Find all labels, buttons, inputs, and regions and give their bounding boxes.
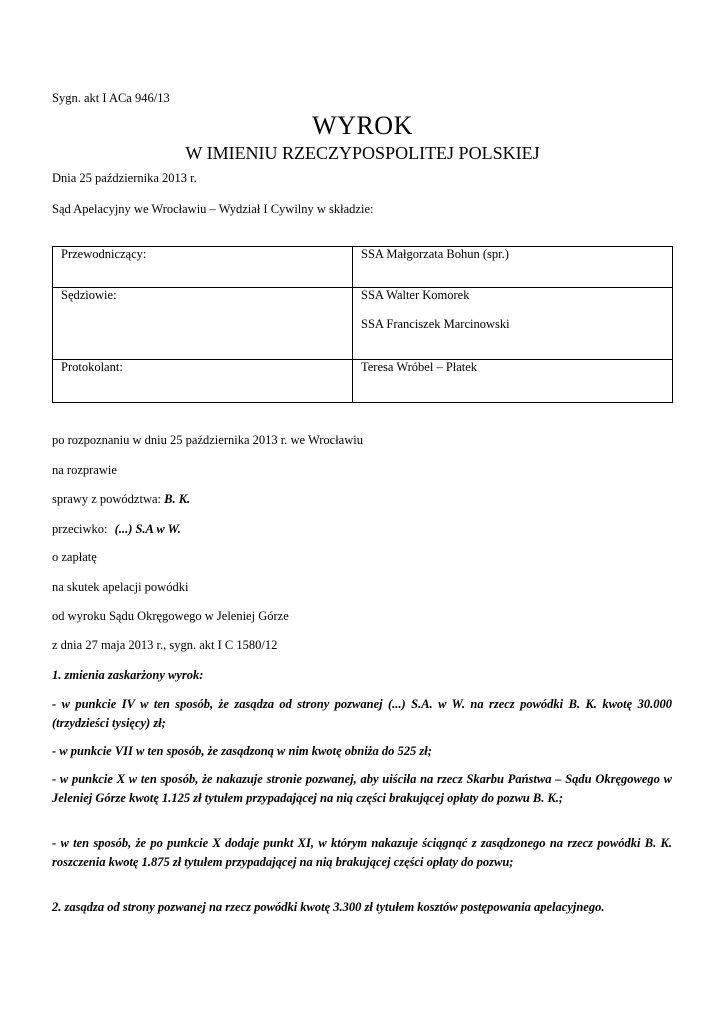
panel-row-clerk: [53, 360, 673, 403]
clerk-value: Teresa Wróbel – Płatek: [353, 360, 673, 403]
judgment-date: Dnia 25 października 2013 r.: [52, 171, 197, 185]
document-title: WYROK: [312, 111, 413, 140]
panel-row-judges: [53, 288, 673, 360]
defendant-value: (...) S.A w W.: [114, 522, 181, 536]
defendant-label: przeciwko:: [52, 522, 108, 536]
hearing-line: po rozpoznaniu w dniu 25 października 2013 r. we Wrocławiu: [52, 433, 363, 447]
presiding-label: Przewodniczący:: [53, 247, 353, 288]
session-line: na rozprawie: [52, 463, 117, 477]
claimant-label: sprawy z powództwa:: [52, 492, 161, 506]
judges-label: Sędziowie:: [53, 288, 353, 360]
defendant-line: [52, 522, 181, 537]
claimant-value: B. K.: [164, 492, 191, 506]
judge-1: SSA Walter Komorek: [361, 288, 470, 302]
presiding-value: SSA Małgorzata Bohun (spr.): [353, 247, 673, 288]
ruling-item-iv: - w punkcie IV w ten sposób, że zasądza od strony pozwanej (...) S.A. w W. na rzecz powódki B. K. kwotę 30.000 (trzydzieści tysięcy) zł;: [52, 697, 672, 730]
ruling-item-x: - w punkcie X w ten sposób, że nakazuje stronie pozwanej, aby uiściła na rzecz Skarbu Państwa – Sądu Okręgowego w Jeleniej Górze kwotę 1.125 zł tytułem przypadającej na nią części brakującej opłaty do pozwu B. K.;: [52, 772, 672, 805]
judgment-from-line: od wyroku Sądu Okręgowego w Jeleniej Górze: [52, 609, 289, 623]
panel-table: [52, 246, 673, 403]
judge-2: SSA Franciszek Marcinowski: [361, 317, 510, 331]
judgment-date-line: z dnia 27 maja 2013 r., sygn. akt I C 1580/12: [52, 638, 278, 652]
ruling-item-vii: - w punkcie VII w ten sposób, że zasądzoną w nim kwotę obniża do 525 zł;: [52, 744, 432, 758]
claimant-line: [52, 492, 190, 507]
court-composition: Sąd Apelacyjny we Wrocławiu – Wydział I Cywilny w składzie:: [52, 202, 374, 216]
document-subtitle: W IMIENIU RZECZYPOSPOLITEJ POLSKIEJ: [185, 143, 540, 163]
ruling-point-2: 2. zasądza od strony pozwanej na rzecz powódki kwotę 3.300 zł tytułem kosztów postępowania apelacyjnego.: [52, 900, 605, 914]
case-number: Sygn. akt I ACa 946/13: [52, 91, 170, 105]
judges-value: [353, 288, 673, 360]
subject-line: o zapłatę: [52, 550, 97, 564]
ruling-item-xi: - w ten sposób, że po punkcie X dodaje punkt XI, w którym nakazuje ściągnąć z zasądzonego na rzecz powódki B. K. roszczenia kwotę 1.875 zł tytułem przypadającej na nią brakującej części opłaty do pozwu;: [52, 836, 672, 869]
panel-row-presiding: [53, 247, 673, 288]
ruling-point-1: 1. zmienia zaskarżony wyrok:: [52, 668, 204, 682]
clerk-label: Protokolant:: [53, 360, 353, 403]
appeal-line: na skutek apelacji powódki: [52, 580, 189, 594]
